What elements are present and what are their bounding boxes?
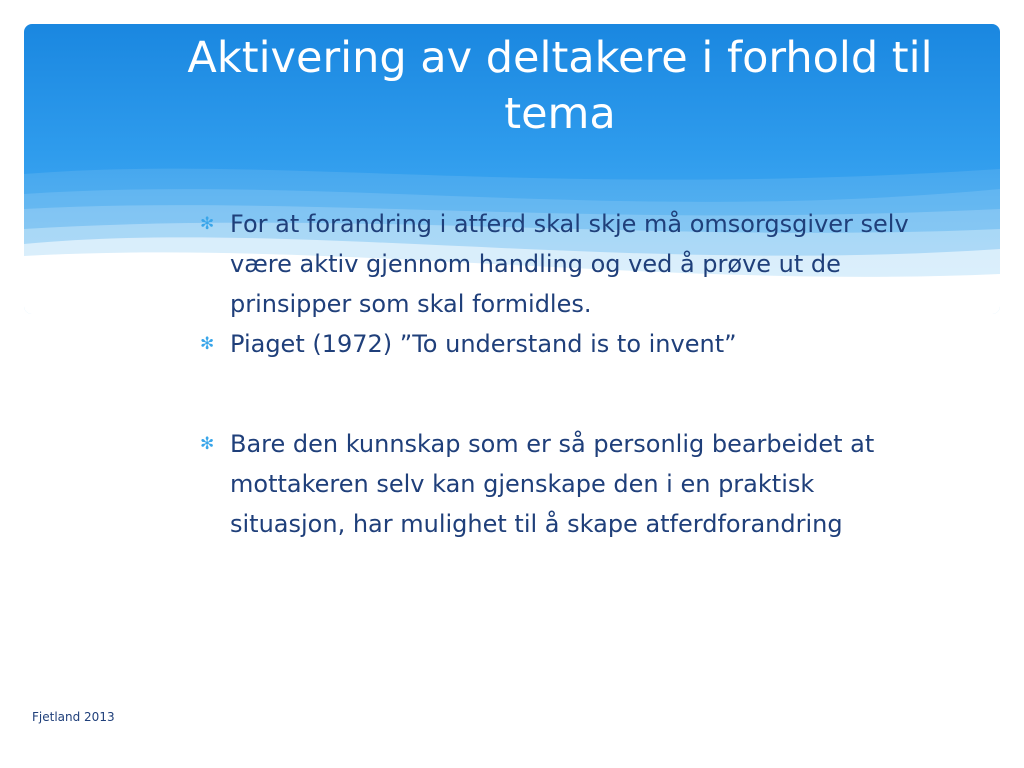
bullet-text: Piaget (1972) ”To understand is to invent”	[230, 330, 737, 358]
asterisk-bullet-icon: ✻	[200, 434, 215, 454]
asterisk-bullet-icon: ✻	[200, 334, 215, 354]
footer-text: Fjetland 2013	[32, 710, 115, 724]
bullet-text: Bare den kunnskap som er så personlig bearbeidet at mottakeren selv kan gjenskape den i en praktisk situasjon, har mulighet til å skape atferdforandring	[230, 430, 875, 538]
bullet-text: For at forandring i atferd skal skje må omsorgsgiver selv være aktiv gjennom handling og ved å prøve ut de prinsipper som skal formidles.	[230, 210, 909, 318]
bullet-item	[200, 204, 930, 324]
spacer	[200, 364, 930, 424]
slide-title: Aktivering av deltakere i forhold til tema	[187, 33, 933, 139]
asterisk-bullet-icon: ✻	[200, 214, 215, 234]
bullet-item	[200, 324, 930, 364]
bullet-list	[200, 204, 930, 544]
bullet-item	[200, 424, 930, 544]
